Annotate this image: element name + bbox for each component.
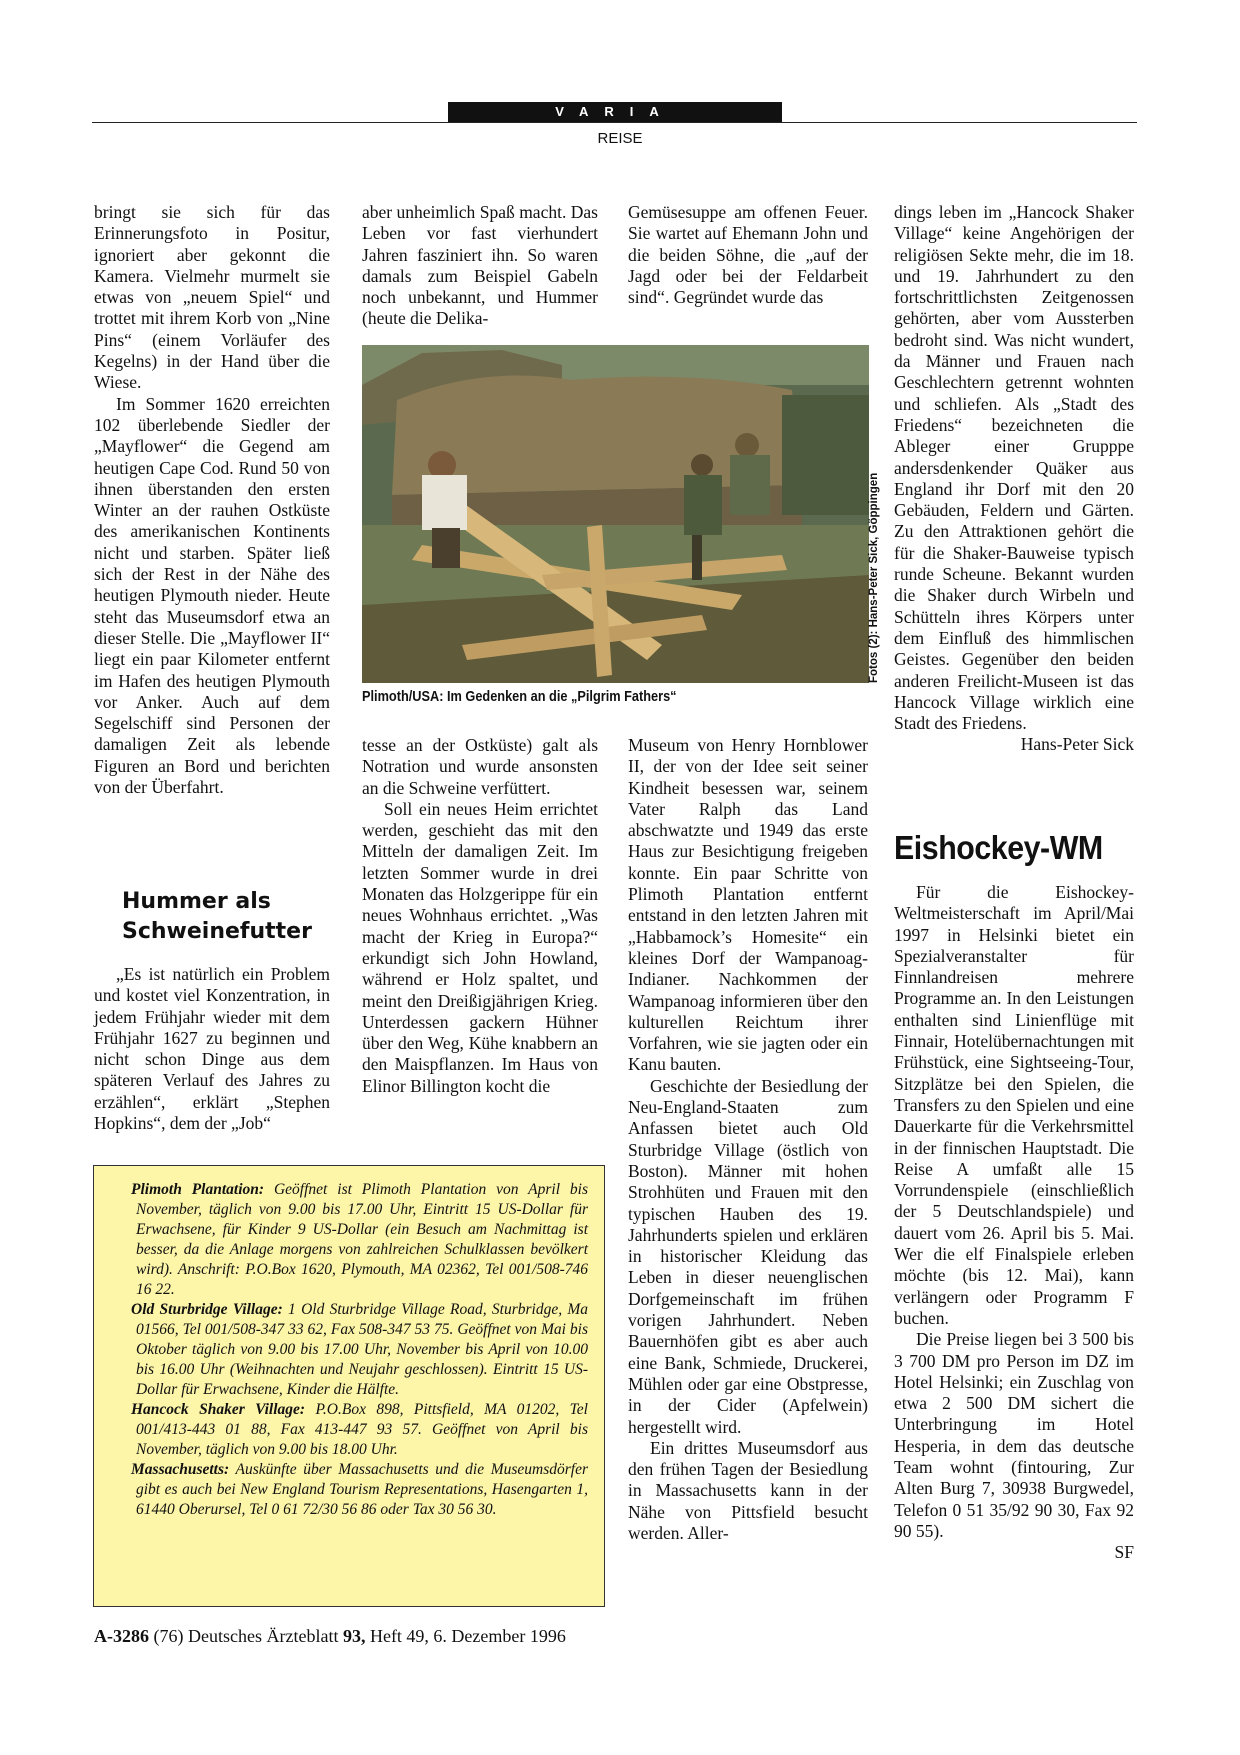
section-label: VARIA xyxy=(448,102,782,122)
journal-name: Deutsches Ärzteblatt xyxy=(188,1626,339,1646)
author-initials: SF xyxy=(1114,1542,1134,1563)
paragraph: bringt sie sich für das Erinnerungsfoto in Positur, ignoriert aber gekonnt die Kamera. Vielmehr murmelt sie etwas von „neuem Spiel“ und trottet mit ihrem Korb von „Nine Pins“ (einem Vorläufer des Kegelns) in der Hand über die Wiese. xyxy=(94,202,330,393)
info-entry xyxy=(131,1400,588,1460)
column-3-top xyxy=(628,202,868,308)
paragraph: „Es ist natürlich ein Problem und kostet viel Konzentration, in jedem Frühjahr wieder mit dem Frühjahr 1627 zu beginnen und nicht schon Dinge aus dem späteren Verlauf des Jahres zu erzählen“, erklärt „Stephen Hopkins“, dem der „Job“ xyxy=(94,964,330,1134)
info-entry-title: Old Sturbridge Village: xyxy=(131,1301,283,1318)
info-entry xyxy=(131,1460,588,1520)
subheading-line: Hummer als xyxy=(122,889,271,914)
folio: (76) xyxy=(153,1626,184,1646)
paragraph: dings leben im „Hancock Shaker Village“ keine Angehörigen der religiösen Sekte mehr, die im 18. und 19. Jahrhundert zu den fortschrittlichsten Zeitgenossen gehörten, aber vom Aussterben bedroht sind. Was nicht wundert, da Männer und Frauen nach Geschlechtern getrennt wohnten und schliefen. Als „Stadt des Friedens“ bezeichneten die Ableger einer Grupppe andersdenkender Quäker aus England ihr Dorf mit den 20 Gebäuden, Feldern und Gärten. Zu den Attraktionen gehört die für die Shaker-Bauweise typisch runde Scheune. Bekannt wurden die Shaker durch Wirbeln und Schütteln ihres Körpers unter dem Einfluß des himmlischen Geistes. Gegenüber den beiden anderen Freilicht-Museen ist das Hancock Village wirklich eine Stadt des Friedens. xyxy=(894,202,1134,734)
paragraph: Für die Eishockey-Weltmeisterschaft im April/Mai 1997 in Helsinki bietet ein Spezialveranstalter für Finnlandreisen mehrere Programme an. In den Leistungen enthalten sind Linienflüge mit Finnair, Hotelübernachtungen mit Frühstück, eine Sightseeing-Tour, Sitzplätze bei den Spielen, die Transfers zu den Spielen und eine Dauerkarte für die Verkehrsmittel in der finnischen Hauptstadt. Die Reise A umfaßt alle 15 Vorrundenspiele (einschließlich der 5 Deutschlandspiele) und dauert vom 26. April bis 5. Mai. Wer die elf Finalspiele erleben möchte (bis 12. Mai), kann verlängern oder Programm F buchen. xyxy=(894,882,1134,1328)
article-heading: Eishockey-WM xyxy=(894,829,1103,866)
photo-illustration xyxy=(362,345,869,683)
paragraph: Geschichte der Besiedlung der Neu-England-Staaten zum Anfassen bietet auch Old Sturbridge Village (östlich von Boston). Männer mit hohen Strohhüten und Frauen mit den typischen Hauben des 19. Jahrhunderts spielen und erklären in historischer Kleidung das Leben in dieser neuenglischen Dorfgemeinschaft im frühen vorigen Jahrhundert. Neben Bauernhöfen gibt es aber auch eine Bank, Schmiede, Druckerei, Mühlen oder gar eine Obstpresse, in der Cider (Apfelwein) hergestellt wird. xyxy=(628,1075,868,1437)
column-2 xyxy=(362,735,598,1097)
column-4-article xyxy=(894,882,1134,1564)
page-footer xyxy=(94,1626,566,1647)
subheading-line: Schweinefutter xyxy=(122,919,312,944)
info-entry-text: P.O.Box 898, Pittsfield, MA 01202, Tel 001/413-443 01 88, Fax 413-447 93 57. Geöffnet von April bis November, täglich von 9.00 bis 18.00 Uhr. xyxy=(136,1401,588,1458)
header-rule xyxy=(92,122,1137,123)
paragraph: Die Preise liegen bei 3 500 bis 3 700 DM pro Person im DZ im Hotel Helsinki; ein Zuschlag von etwa 2 500 DM sichert die Unterbringung im Hotel Hesperia, in dem das deutsche Team wohnt (fintouring, Zur Alten Burg 7, 30938 Burgwedel, Telefon 0 51 35/92 90 30, Fax 92 90 55). xyxy=(894,1329,1134,1541)
info-entry-title: Hancock Shaker Village: xyxy=(131,1401,306,1418)
author-signature: Hans-Peter Sick xyxy=(1020,734,1134,755)
page-number: A-3286 xyxy=(94,1626,149,1646)
info-entry-text: 1 Old Sturbridge Village Road, Sturbridge, Ma 01566, Tel 001/508-347 33 62, Fax 508-347 53 75. Geöffnet von Mai bis Oktober täglich von 9.00 bis 17.00 Uhr, November bis April von 10.00 bis 16.00 Uhr (Weihnachten und Neujahr geschlossen). Eintritt 15 US-Dollar für Erwachsene, Kinder die Hälfte. xyxy=(136,1301,588,1398)
info-box xyxy=(93,1165,605,1607)
paragraph: tesse an der Ostküste) galt als Notration und wurde ansonsten an die Schweine verfüttert. xyxy=(362,735,598,798)
column-1 xyxy=(94,202,330,798)
info-entry-title: Massachusetts: xyxy=(131,1461,230,1478)
journal-volume: 93, xyxy=(342,1626,366,1646)
paragraph: Museum von Henry Hornblower II, der von der Idee seit seiner Kindheit besessen war, seinem Vater Ralph das Land abschwatzte und 1949 das erste Haus zur Besichtigung freigeben konnte. Ein paar Schritte von Plimoth Plantation entfernt entstand in den letzten Jahren mit „Habbamock’s Homesite“ ein kleines Dorf der Wampanoag-Indianer. Nachkommen der Wampanoag informieren über den kulturellen Reichtum ihrer Vorfahren, wie sie jagten oder ein Kanu bauten. xyxy=(628,735,868,1075)
paragraph: aber unheimlich Spaß macht. Das Leben vor fast vierhundert Jahren fasziniert ihn. So waren damals zum Beispiel Gabeln noch unbekannt, und Hummer (heute die Delika- xyxy=(362,202,598,329)
subsection-label: REISE xyxy=(597,130,643,147)
paragraph: Soll ein neues Heim errichtet werden, geschieht das mit den Mitteln der damaligen Zeit. Im letzten Sommer wurde in drei Monaten das Holzgerippe für ein neues Wohnhaus errichtet. „Was macht der Krieg in Europa?“ erkundigt sich John Howland, während er Holz spaltet, und meint den Dreißigjährigen Krieg. Unterdessen gackern Hühner über den Weg, Kühe knabbern an den Maispflanzen. Im Haus von Elinor Billington kocht die xyxy=(362,798,598,1096)
photo-caption: Plimoth/USA: Im Gedenken an die „Pilgrim Fathers“ xyxy=(362,688,677,705)
article-photo xyxy=(362,345,869,683)
journal-issue: Heft 49, 6. Dezember 1996 xyxy=(369,1626,566,1646)
paragraph: Ein drittes Museumsdorf aus den frühen Tagen der Besiedlung in Massachusetts kann in der Nähe von Pittsfield besucht werden. Aller- xyxy=(628,1437,868,1543)
info-entry xyxy=(131,1300,588,1400)
info-entry-text: Auskünfte über Massachusetts und die Museumsdörfer gibt es auch bei New England Tourism Representations, Hasengarten 1, 61440 Oberursel, Tel 0 61 72/30 56 86 oder Tax 30 56 30. xyxy=(136,1461,588,1518)
info-entry-text: Geöffnet ist Plimoth Plantation von April bis November, täglich von 9.00 bis 17.00 Uhr, Eintritt 15 US-Dollar für Erwachsene, für Kinder 9 US-Dollar (ein Besuch am Nachmittag ist besser, da die Anlage morgens von zahlreichen Schulklassen bevölkert wird). Anschrift: P.O.Box 1620, Plymouth, MA 02362, Tel 001/508-746 16 22. xyxy=(136,1181,589,1298)
column-2-top xyxy=(362,202,598,330)
paragraph: Im Sommer 1620 erreichten 102 überlebende Siedler der „Mayflower“ die Gegend am heutigen Cape Cod. Rund 50 von ihnen überstanden den ersten Winter an der rauhen Ostküste des amerikanischen Kontinents nicht und starben. Später ließ sich der Rest in der Nähe des heutigen Plymouth nieder. Heute steht das Museumsdorf etwa an dieser Stelle. Die „Mayflower II“ liegt ein paar Kilometer entfernt im Hafen des heutigen Plymouth vor Anker. Auch auf dem Segelschiff sind Personen der damaligen Zeit als lebende Figuren an Bord und berichten von der Überfahrt. xyxy=(94,393,330,798)
column-1-continued xyxy=(94,964,330,1134)
photo-credit: Fotos (2): Hans-Peter Sick, Göppingen xyxy=(868,472,880,683)
paragraph: Gemüsesuppe am offenen Feuer. Sie wartet auf Ehemann John und die beiden Söhne, die „auf der Jagd oder bei der Feldarbeit sind“. Gegründet wurde das xyxy=(628,202,868,308)
subheading xyxy=(122,887,312,947)
column-4 xyxy=(894,202,1134,756)
info-entry-title: Plimoth Plantation: xyxy=(131,1181,265,1198)
info-entry xyxy=(131,1180,589,1300)
column-3 xyxy=(628,735,868,1544)
